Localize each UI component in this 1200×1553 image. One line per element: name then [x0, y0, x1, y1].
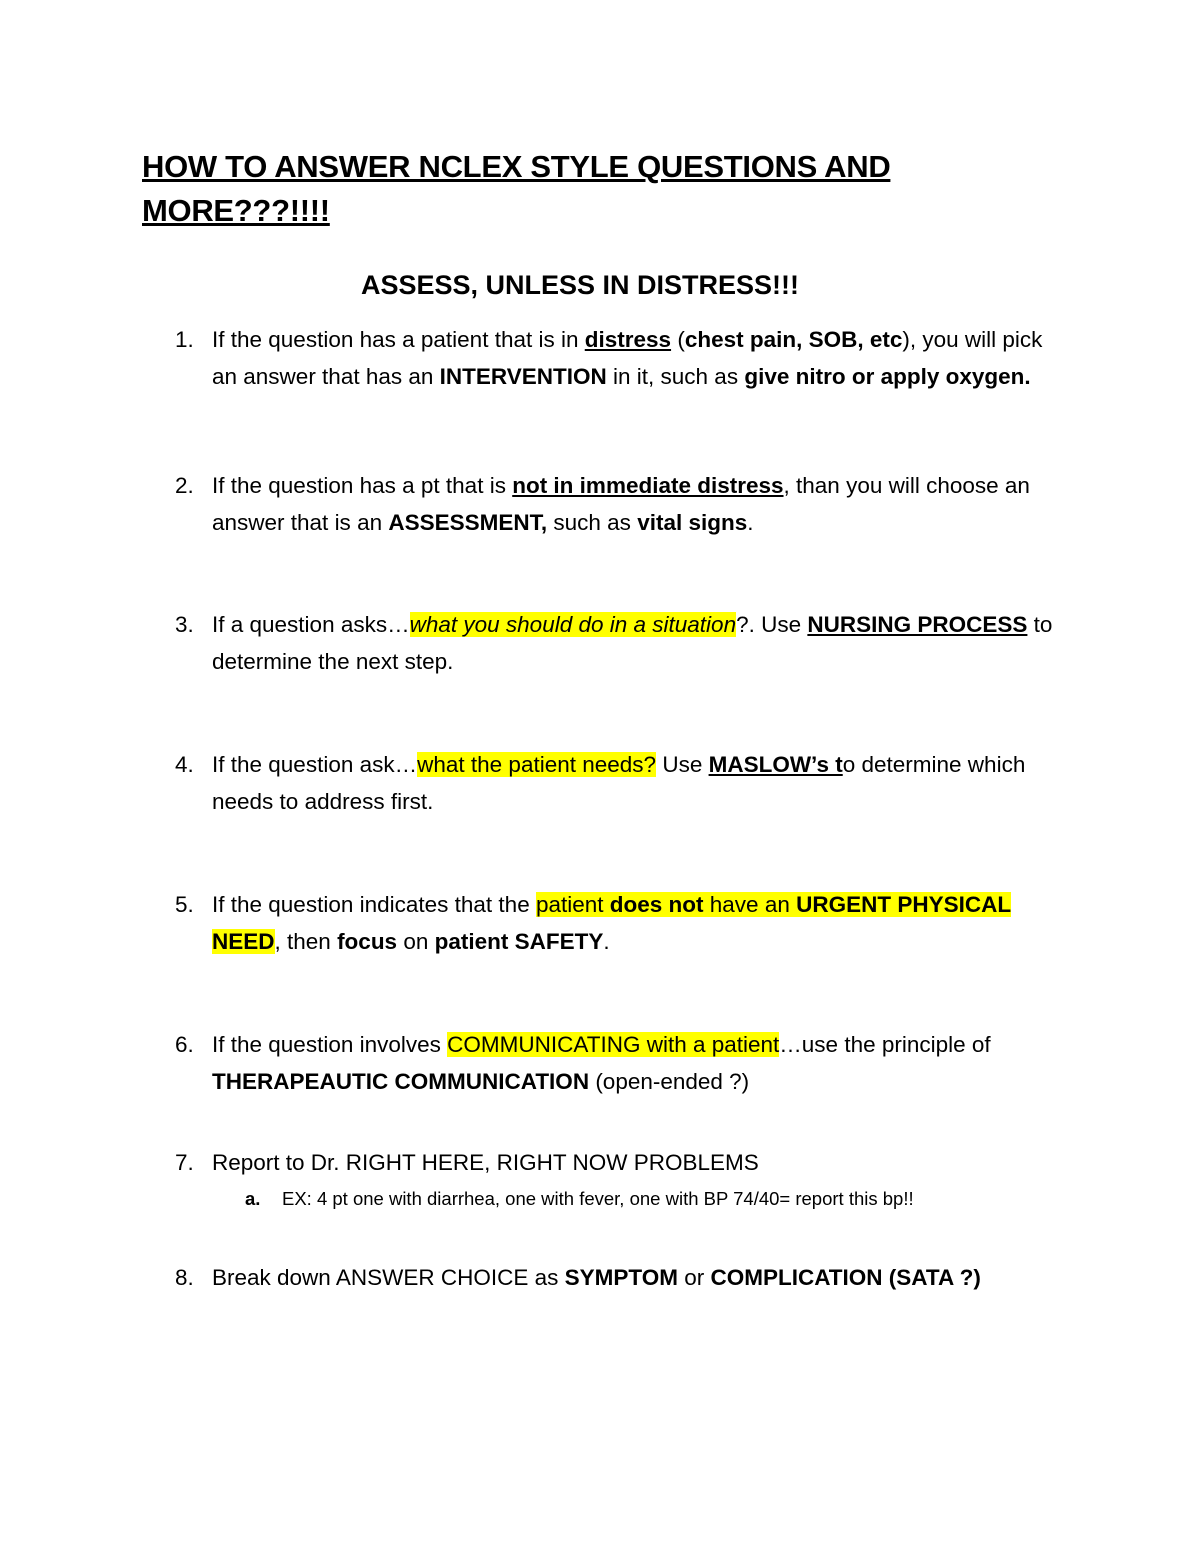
list-item-6 — [175, 1027, 1065, 1100]
list-item-5 — [175, 887, 1065, 960]
item-number: 6. — [175, 1032, 194, 1057]
highlighted-phrase: what you should do in a situation — [409, 612, 737, 637]
text-run: . — [603, 928, 610, 954]
emphasis-examples: give nitro or apply oxygen. — [744, 363, 1031, 389]
item-number: 4. — [175, 752, 194, 777]
emphasis-symptoms: chest pain, SOB, etc — [684, 327, 903, 352]
emphasis-assessment: ASSESSMENT, — [388, 509, 548, 535]
emphasis-safety: patient SAFETY — [434, 928, 604, 954]
text-run: If the question indicates that the — [212, 892, 536, 917]
text-run: ?. Use — [736, 612, 808, 637]
highlighted-bold-phrase: URGENT PHYSICAL NEED — [212, 892, 1012, 954]
text-run: Report to Dr. RIGHT HERE, RIGHT NOW PROBLEMS — [212, 1150, 759, 1175]
highlighted-phrase: COMMUNICATING with a patient — [447, 1032, 780, 1057]
text-run: or — [677, 1265, 711, 1290]
item-text — [212, 1260, 1065, 1297]
highlighted-phrase: have an — [703, 892, 797, 917]
item-text — [212, 747, 1065, 820]
sub-item-text: EX: 4 pt one with diarrhea, one with fever, one with BP 74/40= report this bp!! — [282, 1188, 914, 1209]
text-run: ), you will pick an answer that has an — [212, 327, 1043, 389]
text-run: If the question has a patient that is in — [212, 327, 585, 352]
text-run: , than you will choose an answer that is an — [212, 473, 1030, 535]
list-item-1 — [175, 322, 1065, 395]
item-number: 3. — [175, 612, 194, 637]
item-text — [212, 468, 1065, 541]
emphasis-focus: focus — [337, 928, 398, 954]
item-text — [212, 607, 1065, 680]
sub-item-7a — [245, 1184, 1065, 1214]
item-text — [212, 887, 1065, 960]
text-run: If the question ask… — [212, 752, 418, 777]
text-run: o determine which needs to address first. — [212, 752, 1026, 814]
item-number: 2. — [175, 473, 194, 498]
text-run: …use the principle of — [779, 1032, 991, 1057]
document-subtitle: ASSESS, UNLESS IN DISTRESS!!! — [360, 270, 800, 300]
item-number: 8. — [175, 1265, 194, 1290]
item-text — [212, 1027, 1065, 1100]
emphasis-not-distress: not in immediate distress — [512, 473, 784, 498]
text-run: . — [747, 509, 754, 535]
text-run: ( — [671, 327, 685, 352]
list-item-4 — [175, 747, 1065, 820]
text-run: If the question has a pt that is — [212, 473, 513, 498]
highlighted-bold-phrase: does not — [609, 892, 704, 917]
highlighted-phrase: what the patient needs? — [417, 752, 657, 777]
text-run: Break down ANSWER CHOICE as — [212, 1265, 565, 1290]
text-run: to determine the next step. — [212, 612, 1053, 674]
emphasis-maslow: MASLOW’s t — [708, 752, 843, 777]
emphasis-complication: COMPLICATION (SATA ?) — [710, 1265, 981, 1290]
emphasis-therapeutic: THERAPEAUTIC COMMUNICATION — [212, 1068, 590, 1094]
list-item-8 — [175, 1260, 1065, 1297]
item-text — [212, 1145, 1065, 1182]
text-run: on — [397, 928, 435, 954]
emphasis-vital-signs: vital signs — [637, 509, 748, 535]
item-number: 1. — [175, 327, 194, 352]
text-run: , then — [274, 928, 338, 954]
list-item-3 — [175, 607, 1065, 680]
text-run: If a question asks… — [212, 612, 410, 637]
text-run: in it, such as — [606, 363, 745, 389]
document-title: HOW TO ANSWER NCLEX STYLE QUESTIONS AND MORE???!!!! — [142, 149, 891, 228]
list-item-2 — [175, 468, 1065, 541]
text-run: Use — [656, 752, 709, 777]
list-item-7 — [175, 1145, 1065, 1182]
item-number: 7. — [175, 1150, 194, 1175]
emphasis-nursing-process: NURSING PROCESS — [807, 612, 1028, 637]
sub-item-letter: a. — [245, 1188, 261, 1209]
text-run: (open-ended ?) — [589, 1068, 750, 1094]
emphasis-symptom: SYMPTOM — [564, 1265, 678, 1290]
emphasis-intervention: INTERVENTION — [439, 363, 607, 389]
text-run: such as — [547, 509, 638, 535]
item-number: 5. — [175, 892, 194, 917]
highlighted-phrase: patient — [535, 892, 610, 917]
item-text — [212, 322, 1065, 395]
text-run: If the question involves — [212, 1032, 448, 1057]
emphasis-distress: distress — [584, 327, 672, 352]
